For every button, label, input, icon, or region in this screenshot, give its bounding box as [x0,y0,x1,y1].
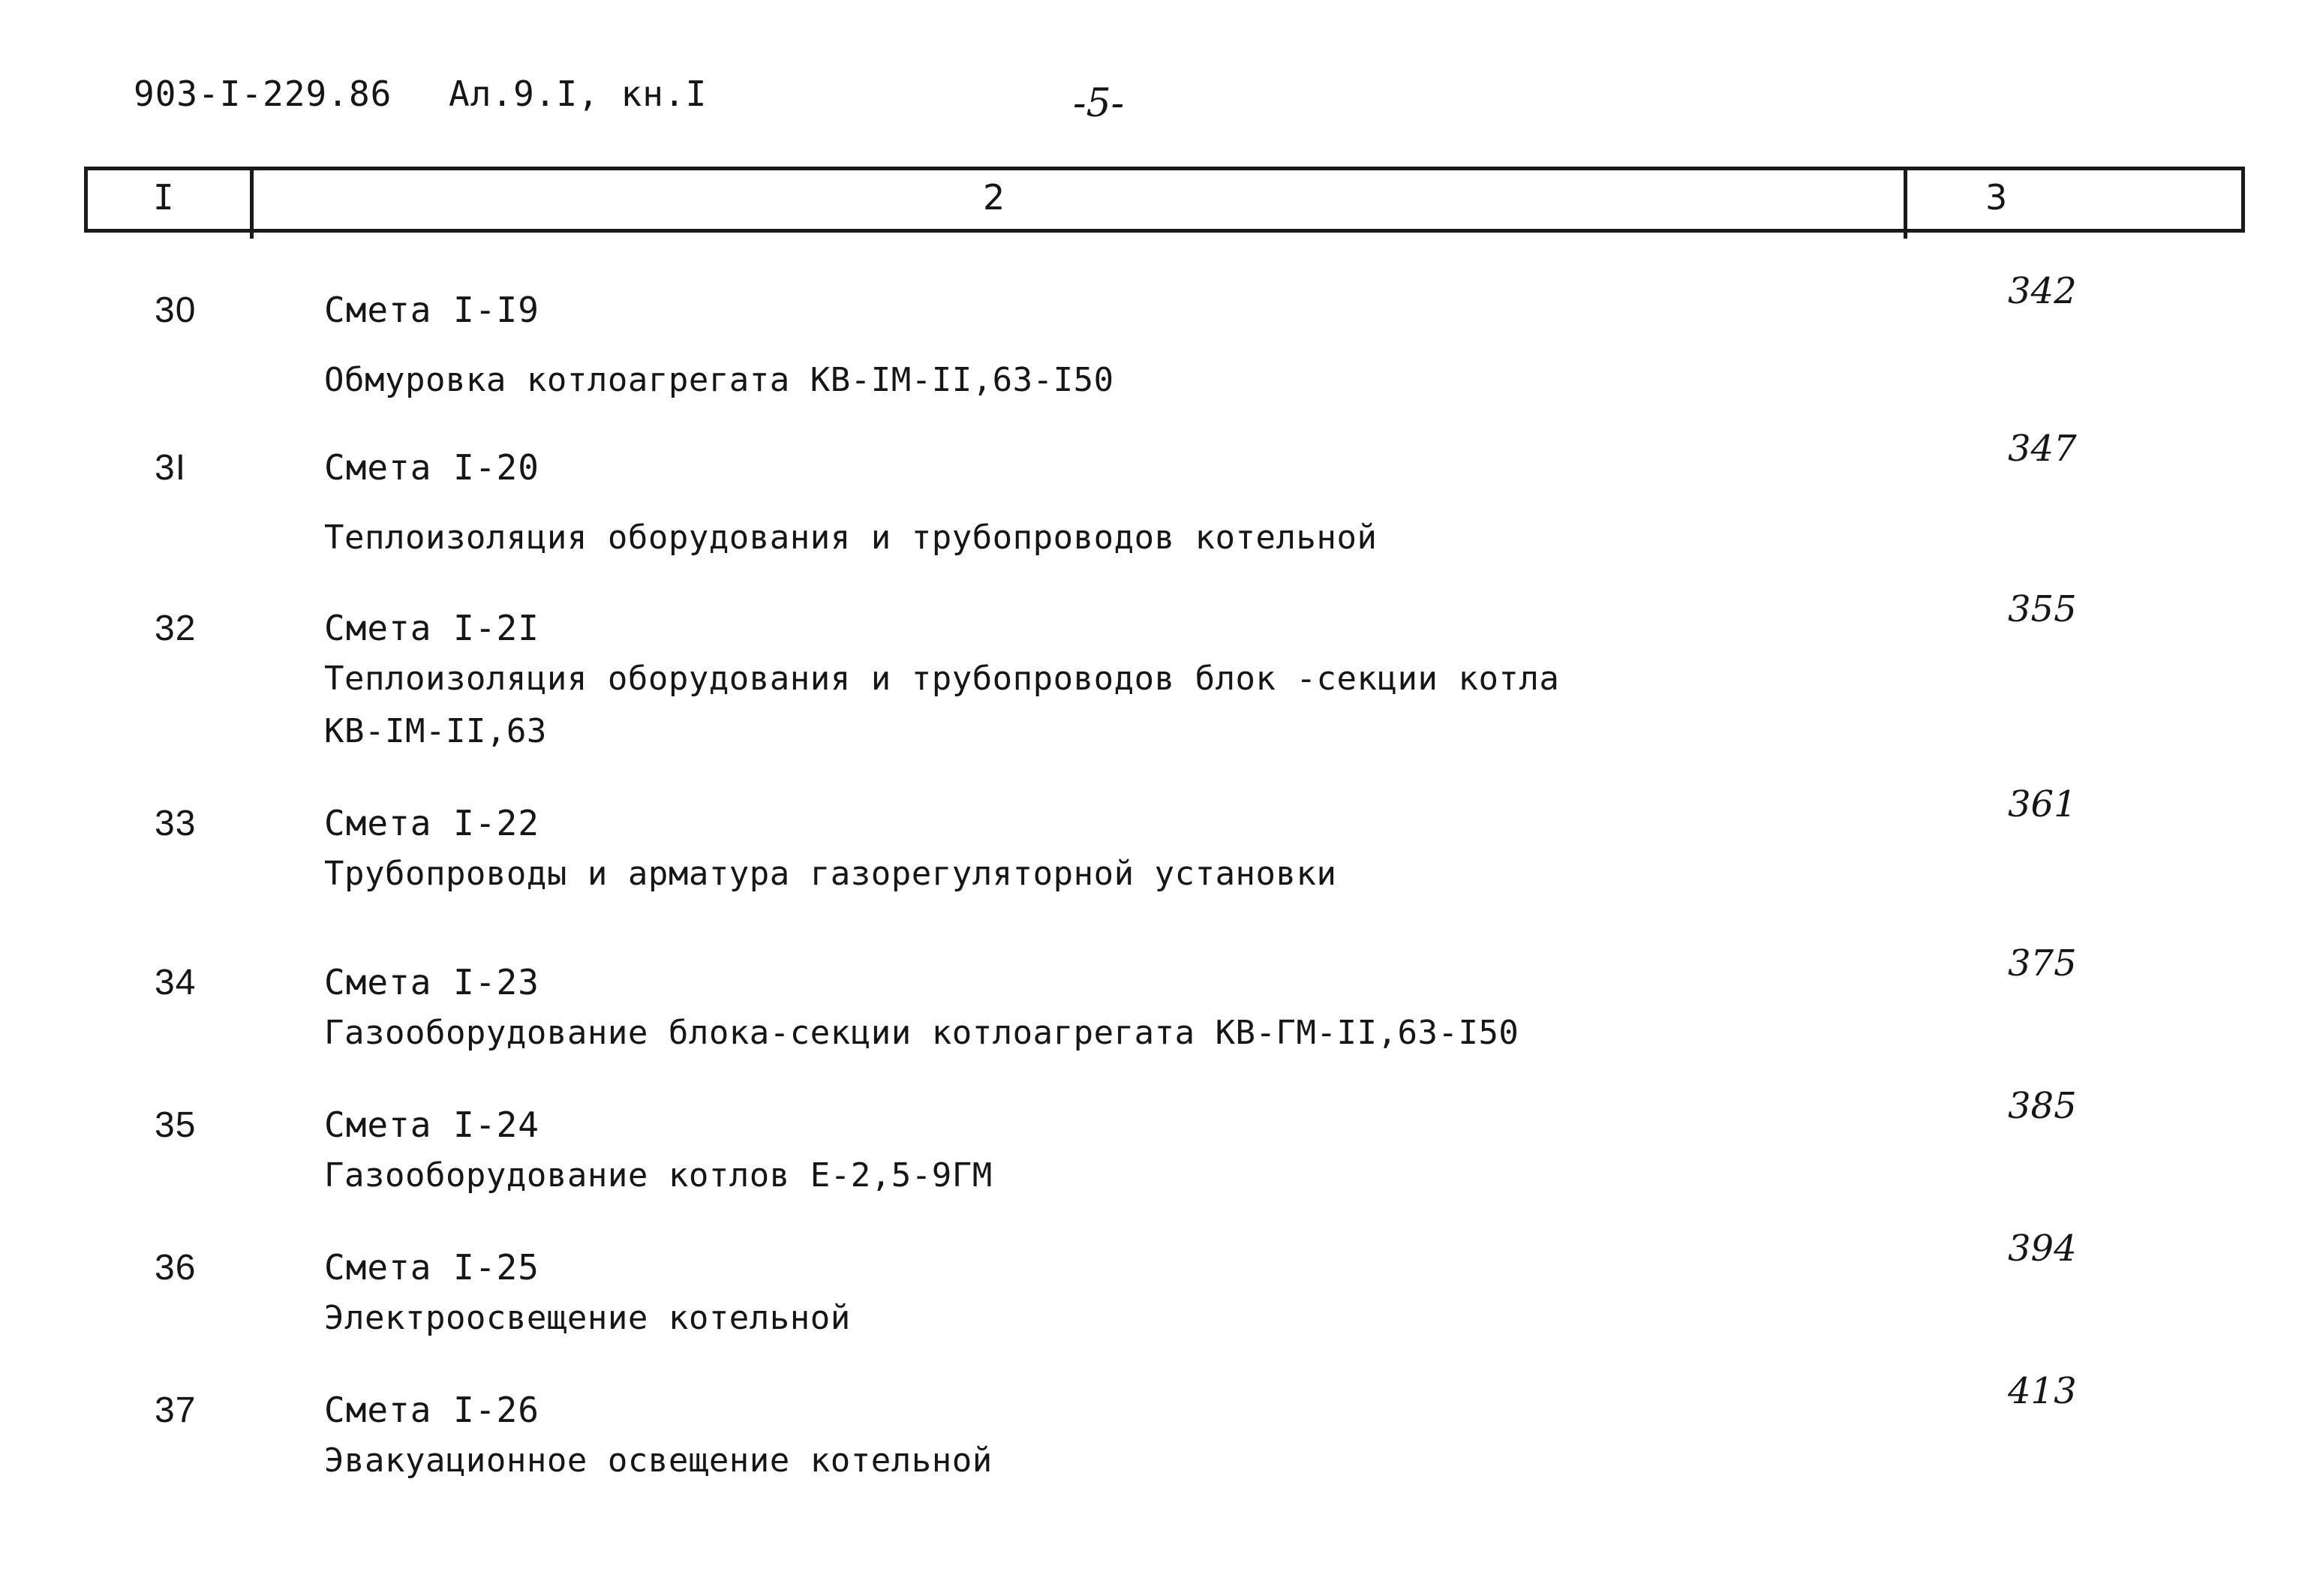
page-reference: 347 [2008,428,2077,470]
estimate-title: Смета I-22 [324,803,539,843]
estimate-description: Газооборудование котлов Е-2,5-9ГМ [324,1156,993,1195]
estimate-description: Теплоизоляция оборудования и трубопроводов котельной [324,518,1378,557]
column-header-row [84,167,2245,233]
page-reference: 355 [2008,588,2077,630]
estimate-title: Смета I-20 [324,447,539,488]
page-reference: 385 [2008,1085,2077,1127]
row-number: 32 [155,609,197,648]
estimate-title: Смета I-26 [324,1390,539,1430]
row-number: 30 [155,290,197,330]
estimate-description: Обмуровка котлоагрегата КВ-IМ-II,63-I50 [324,361,1114,399]
page-reference: 361 [2008,783,2077,825]
column-header-3: 3 [1985,177,2008,218]
column-divider [1904,167,1907,239]
column-header-1: I [153,177,174,218]
row-number: 36 [155,1248,197,1288]
document-code: 903-I-229.86 [134,74,392,114]
row-number: 3I [155,448,187,488]
column-divider [250,167,254,239]
estimate-title: Смета I-2I [324,608,539,648]
row-number: 34 [155,963,197,1002]
estimate-title: Смета I-23 [324,962,539,1002]
estimate-title: Смета I-24 [324,1105,539,1145]
row-number: 35 [155,1105,197,1145]
estimate-description: Газооборудование блока-секции котлоагрегата КВ-ГМ-II,63-I50 [324,1014,1519,1052]
page-reference: 375 [2008,942,2077,984]
page-reference: 342 [2008,270,2077,312]
page-reference: 413 [2008,1370,2077,1412]
page-number: -5- [1073,81,1125,126]
row-number: 33 [155,804,197,843]
estimate-description: Теплоизоляция оборудования и трубопроводов блок -секции котла КВ-IМ-II,63 [324,660,1560,750]
estimate-title: Смета I-I9 [324,290,539,330]
estimate-description: Электроосвещение котельной [324,1299,851,1337]
album-reference: Ал.9.I, кн.I [449,74,708,114]
page-reference: 394 [2008,1228,2077,1270]
estimate-title: Смета I-25 [324,1247,539,1288]
estimate-description: Эвакуационное освещение котельной [324,1441,993,1480]
column-header-2: 2 [983,177,1005,218]
row-number: 37 [155,1390,197,1430]
estimate-description: Трубопроводы и арматура газорегуляторной установки [324,855,1337,893]
